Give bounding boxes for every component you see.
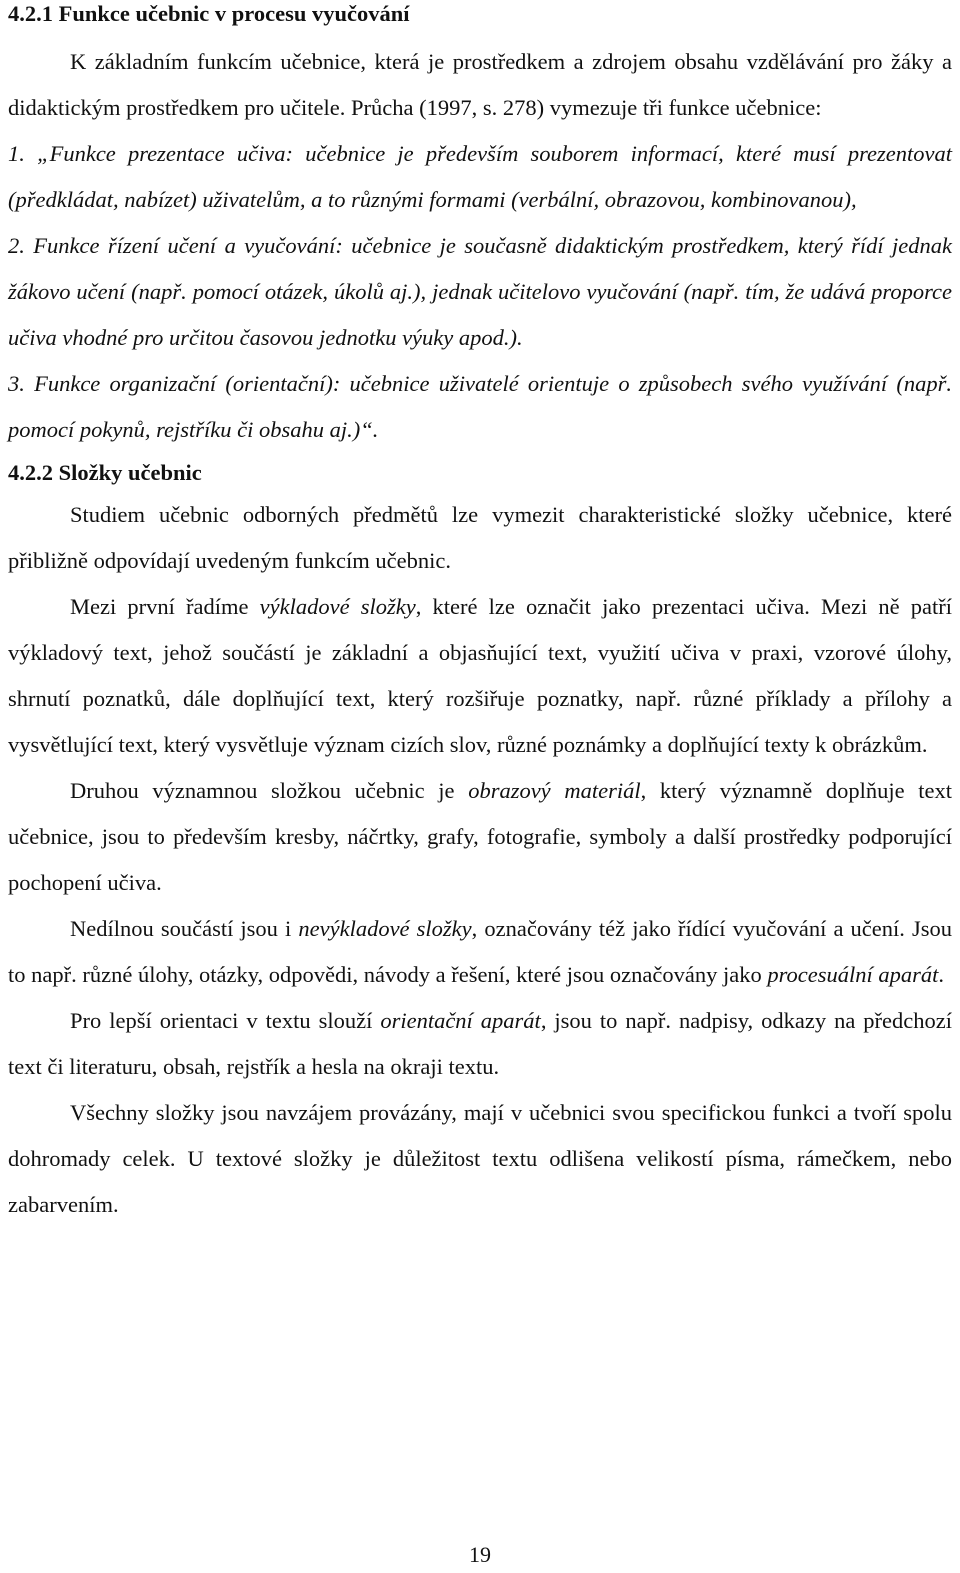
emphasis-term: obrazový materiál [468, 778, 641, 803]
text-run: , který významně doplňuje text učebnice, jsou to především kresby, náčrtky, grafy, fotografie, symboly a další prostředky podporující pochopení učiva. [8, 778, 952, 895]
paragraph-orientation-apparatus [8, 998, 952, 1090]
section-heading-4-2-2: 4.2.2 Složky učebnic [8, 460, 202, 485]
list-item-function-2: 2. Funkce řízení učení a vyučování: učebnice je současně didaktickým prostředkem, který řídí jednak žákovo učení (např. pomocí otázek, úkolů aj.), jednak učitelovo vyučování (např. tím, že udává proporce učiva vhodné pro určitou časovou jednotku výuky apod.). [8, 233, 952, 350]
paragraph-intro: K základním funkcím učebnice, která je prostředkem a zdrojem obsahu vzdělávání pro žáky a didaktickým prostředkem pro učitele. Průcha (1997, s. 278) vymezuje tři funkce učebnice: [8, 49, 952, 120]
paragraph-study: Studiem učebnic odborných předmětů lze vymezit charakteristické složky učebnice, které přibližně odpovídají uvedeným funkcím učebnic. [8, 502, 952, 573]
page-number: 19 [469, 1542, 491, 1567]
document-page [8, 0, 952, 1228]
emphasis-term: orientační aparát [380, 1008, 541, 1033]
section-heading-4-2-1: 4.2.1 Funkce učebnic v procesu vyučování [8, 1, 410, 26]
emphasis-term: nevýkladové složky [298, 916, 472, 941]
list-item-function-1: 1. „Funkce prezentace učiva: učebnice je především souborem informací, které musí prezentovat (předkládat, nabízet) uživatelům, a to různými formami (verbální, obrazovou, kombinovanou), [8, 141, 952, 212]
text-run: Pro lepší orientaci v textu slouží [70, 1008, 381, 1033]
paragraph-non-expository-components [8, 906, 952, 998]
text-run: Druhou významnou složkou učebnic je [70, 778, 469, 803]
paragraph-all-components: Všechny složky jsou navzájem provázány, mají v učebnici svou specifickou funkci a tvoří spolu dohromady celek. U textové složky je důležitost textu odlišena velikostí písma, rámečkem, nebo zabarvením. [8, 1100, 952, 1217]
text-run: . [938, 962, 945, 987]
text-run: Mezi první řadíme [70, 594, 260, 619]
text-run: , jsou to např. nadpisy, odkazy na předchozí text či literaturu, obsah, rejstřík a hesla na okraji textu. [8, 1008, 952, 1079]
paragraph-visual-material [8, 768, 952, 906]
emphasis-term: výkladové složky [259, 594, 416, 619]
list-item-function-3: 3. Funkce organizační (orientační): učebnice uživatelé orientuje o způsobech svého využívání (např. pomocí pokynů, rejstříku či obsahu aj.)“. [8, 371, 952, 442]
text-run: Nedílnou součástí jsou i [70, 916, 299, 941]
paragraph-expository-components [8, 584, 952, 768]
emphasis-term: procesuální aparát [767, 962, 939, 987]
text-run: , které lze označit jako prezentaci učiva. Mezi ně patří výkladový text, jehož součástí je základní a objasňující text, využití učiva v praxi, vzorové úlohy, shrnutí poznatků, dále doplňující text, který rozšiřuje poznatky, např. různé příklady a přílohy a vysvětlující text, který vysvětluje význam cizích slov, různé poznámky a doplňující texty k obrázkům. [8, 594, 953, 757]
text-run: , označovány též jako řídící vyučování a učení. Jsou to např. různé úlohy, otázky, odpovědi, návody a řešení, které jsou označovány jako [8, 916, 952, 987]
